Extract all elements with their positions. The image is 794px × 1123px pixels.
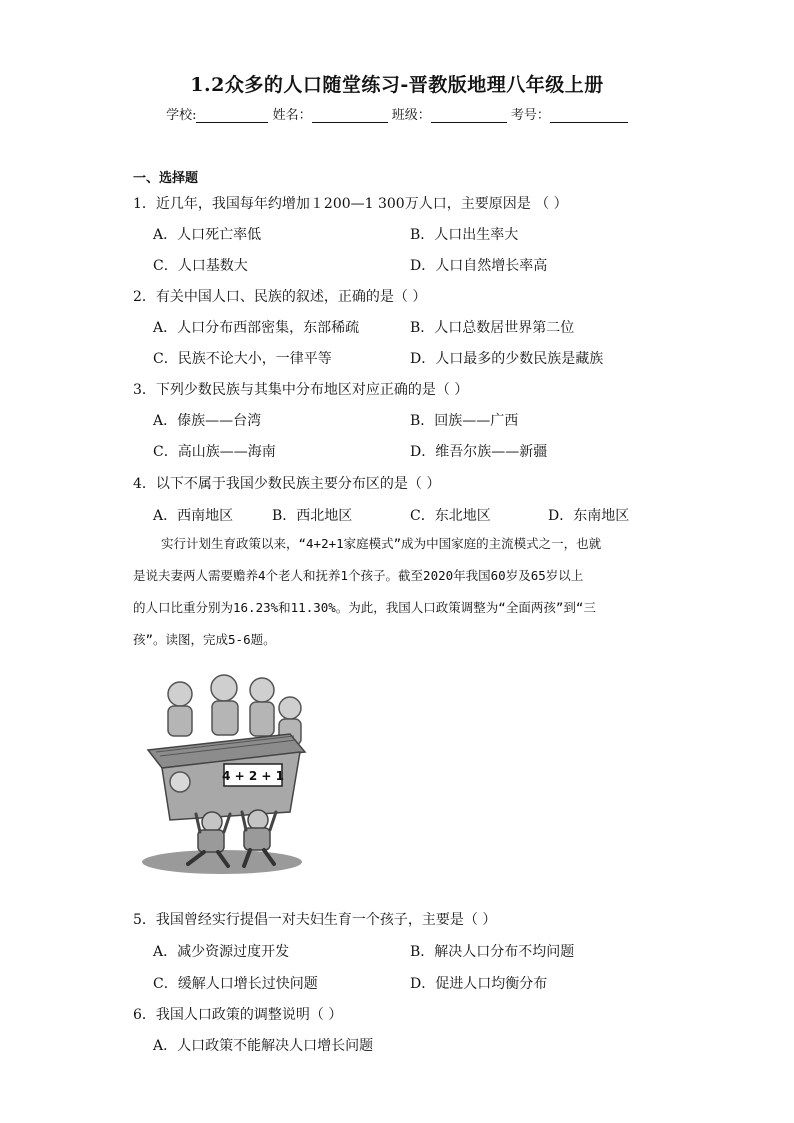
q1-option-b: B．人口出生率大 [410,227,519,243]
question-5: 5．我国曾经实行提倡一对夫妇生育一个孩子，主要是（ ） [133,912,497,928]
reading-passage [133,528,663,656]
class-blank [431,108,507,123]
class-label: 班级： [391,108,431,123]
q4-option-b: B．西北地区 [272,508,353,524]
passage-line: 的人口比重分别为16.23%和11.30%。为此，我国人口政策调整为“全面两孩”到“三 [133,600,596,615]
family-cartoon-figure [140,672,310,880]
family-cartoon-illustration [140,672,310,880]
q4-option-a: A．西南地区 [153,508,234,524]
q2-option-d: D．人口最多的少数民族是藏族 [410,351,604,367]
q3-option-a: A．傣族——台湾 [153,413,262,429]
q1-option-c: C．人口基数大 [153,258,248,274]
question-2: 2．有关中国人口、民族的叙述，正确的是（ ） [133,289,427,305]
q4-option-c: C．东北地区 [410,508,491,524]
question-6: 6．我国人口政策的调整说明（ ） [133,1007,343,1023]
section-heading: 一、选择题 [133,171,199,186]
q2-option-a: A．人口分布西部密集，东部稀疏 [153,320,360,336]
q5-option-d: D．促进人口均衡分布 [410,976,548,992]
q1-option-d: D．人口自然增长率高 [410,258,548,274]
question-4: 4．以下不属于我国少数民族主要分布区的是（ ） [133,476,441,492]
question-3: 3．下列少数民族与其集中分布地区对应正确的是（ ） [133,382,469,398]
q2-option-c: C．民族不论大小，一律平等 [153,351,332,367]
q3-option-b: B．回族——广西 [410,413,519,429]
school-label: 学校: [166,108,197,123]
passage-line: 是说夫妻两人需要赡养4个老人和抚养1个孩子。截至2020年我国60岁及65岁以上 [133,568,584,583]
student-info-line [0,104,794,123]
q3-option-c: C．高山族——海南 [153,444,276,460]
school-blank [196,108,268,123]
passage-line: 孩”。读图，完成5-6题。 [133,632,276,647]
q5-option-b: B．解决人口分布不均问题 [410,944,575,960]
q5-option-a: A．减少资源过度开发 [153,944,290,960]
exam-number-blank [550,108,628,123]
name-label: 姓名： [272,108,312,123]
q6-option-a: A．人口政策不能解决人口增长问题 [153,1038,374,1054]
page-title: 1.2众多的人口随堂练习-晋教版地理八年级上册 [190,74,604,96]
question-1: 1．近几年，我国每年约增加１200—1 300万人口，主要原因是 （ ） [133,196,568,212]
sign-text: 4 + 2 + 1 [222,769,284,783]
q3-option-d: D．维吾尔族——新疆 [410,444,548,460]
exam-number-label: 考号： [510,108,550,123]
q5-option-c: C．缓解人口增长过快问题 [153,976,318,992]
q4-option-d: D．东南地区 [548,508,630,524]
name-blank [312,108,388,123]
q1-option-a: A．人口死亡率低 [153,227,262,243]
q2-option-b: B．人口总数居世界第二位 [410,320,575,336]
passage-line: 实行计划生育政策以来，“4+2+1家庭模式”成为中国家庭的主流模式之一，也就 [161,536,602,551]
